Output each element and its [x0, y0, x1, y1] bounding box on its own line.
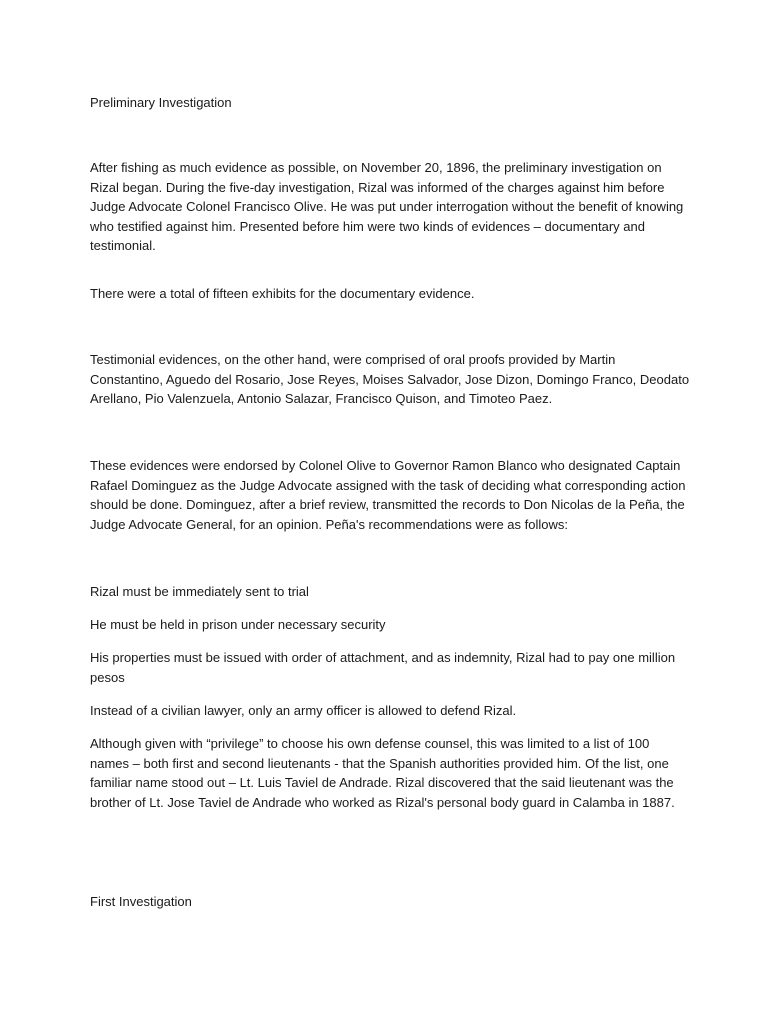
section-heading-first-investigation: First Investigation	[90, 894, 192, 909]
recommendation-item: His properties must be issued with order of attachment, and as indemnity, Rizal had to pay one million pesos	[90, 650, 676, 685]
section-heading-preliminary: Preliminary Investigation	[90, 95, 232, 110]
recommendation-item: Instead of a civilian lawyer, only an army officer is allowed to defend Rizal.	[90, 703, 517, 718]
recommendation-item: He must be held in prison under necessary security	[90, 617, 386, 632]
paragraph-documentary-evidence: There were a total of fifteen exhibits for the documentary evidence.	[90, 286, 475, 301]
recommendation-item: Rizal must be immediately sent to trial	[90, 584, 309, 599]
recommendation-item: Although given with “privilege” to choose his own defense counsel, this was limited to a list of 100 names – both first and second lieutenants - that the Spanish authorities provided him. Of the list, one familiar name stood out – Lt. Luis Taviel de Andrade. Rizal discovered that the said lieutenant was the brother of Lt. Jose Taviel de Andrade who worked as Rizal's personal body guard in Calamba in 1887.	[90, 736, 675, 810]
paragraph-investigation-start: After fishing as much evidence as possible, on November 20, 1896, the preliminary investigation on Rizal began. During the five-day investigation, Rizal was informed of the charges against him before Judge Advocate Colonel Francisco Olive. He was put under interrogation without the benefit of knowing who testified against him. Presented before him were two kinds of evidences – documentary and testimonial.	[90, 160, 684, 253]
paragraph-endorsement: These evidences were endorsed by Colonel Olive to Governor Ramon Blanco who designated Captain Rafael Dominguez as the Judge Advocate assigned with the task of deciding what corresponding action should be done. Dominguez, after a brief review, transmitted the records to Don Nicolas de la Peña, the Judge Advocate General, for an opinion. Peña's recommendations were as follows:	[90, 458, 686, 532]
paragraph-testimonial-evidence: Testimonial evidences, on the other hand, were comprised of oral proofs provided by Martin Constantino, Aguedo del Rosario, Jose Reyes, Moises Salvador, Jose Dizon, Domingo Franco, Deodato Arellano, Pio Valenzuela, Antonio Salazar, Francisco Quison, and Timoteo Paez.	[90, 352, 690, 406]
